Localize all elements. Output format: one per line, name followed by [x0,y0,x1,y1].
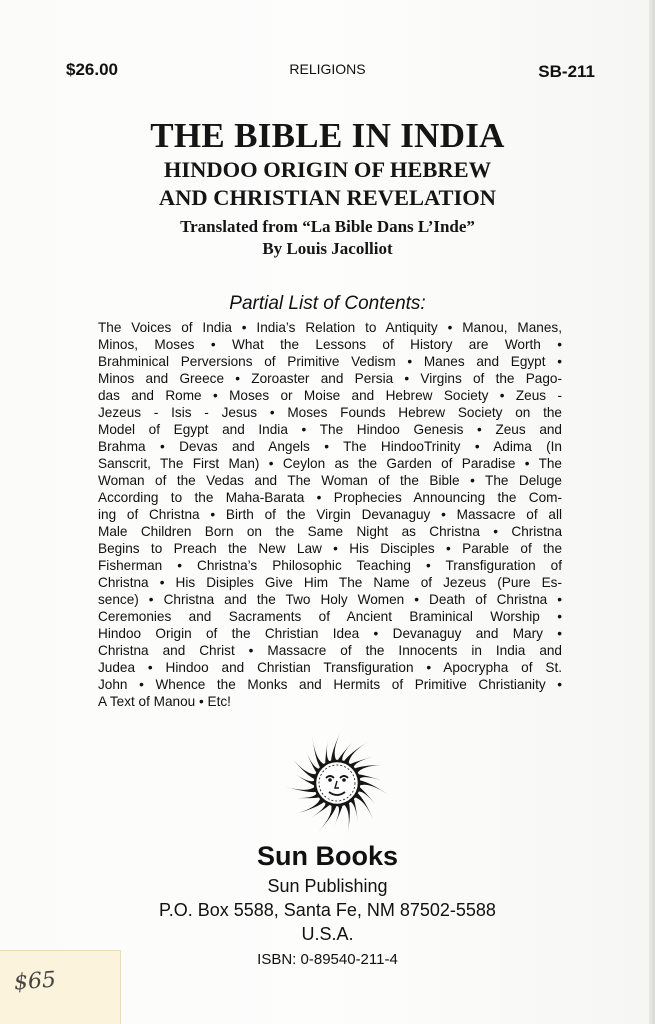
book-subtitle-line2: AND CHRISTIAN REVELATION [158,185,497,210]
cover-header [0,60,655,84]
contents-line: Minos, Moses • What the Lessons of History are Worth • [98,337,562,352]
author-line: By Louis Jacolliot [262,239,393,258]
contents-line: Male Children Born on the Same Night as Christna • Christna [98,524,562,539]
contents-line: ing of Christna • Birth of the Virgin Devanaguy • Massacre of all [98,507,562,522]
sun-ray [357,786,375,804]
contents-list [98,319,562,710]
contents-line: Minos and Greece • Zoroaster and Persia • Virgins of the Pago- [98,371,562,386]
sun-ray [343,802,349,834]
contents-line: According to the Maha-Barata • Prophecies Announcing the Com- [98,490,562,505]
sun-ray [331,731,341,762]
contents-line: Christna and Christ • Massacre of the Innocents in India and [98,643,562,658]
contents-line: Jezeus - Isis - Jesus • Moses Founds Hebrew Society on the [98,405,562,420]
contents-line: Christna • His Disiples Give Him The Name of Jezeus (Pure Es- [98,575,562,590]
publisher-imprint: Sun Publishing [267,876,388,896]
contents-line: Judea • Hindoo and Christian Transfiguration • Apocrypha of St. [98,660,562,675]
contents-line: Brahminical Perversions of Primitive Vedism • Manes and Egypt • [98,354,562,369]
contents-line: Begins to Preach the New Law • His Disciples • Parable of the [98,541,562,556]
sun-ray [319,804,337,831]
contents-line: Sanscrit, The First Man) • Ceylon as the Garden of Paradise • The [98,456,562,471]
contents-line: A Text of Manou • Etc! [98,694,231,709]
sun-face-icon [282,728,392,838]
contents-line: sence) • Christna and the Two Holy Women • Death of Christna • [98,592,562,607]
translation-note: Translated from “La Bible Dans L’Inde” [180,217,475,236]
publisher-name: Sun Books [256,841,398,871]
sun-ray [312,737,325,768]
sun-ray [343,742,368,765]
sun-ray [337,742,352,762]
contents-line: Model of Egypt and India • The Hindoo Genesis • Zeus and [98,422,562,437]
contents-heading: Partial List of Contents: [229,293,426,314]
contents-line: John • Whence the Monks and Hermits of Primitive Christianity • [98,677,562,692]
publisher-country: U.S.A. [301,924,354,944]
isbn-number: ISBN: 0-89540-211-4 [257,951,398,968]
contents-line: Ceremonies and Sacraments of Ancient Braminical Worship • [98,609,562,624]
contents-line: Hindoo Origin of the Christian Idea • Devanaguy and Mary • [98,626,562,641]
price-sticker [0,950,121,1024]
title-block [0,116,655,260]
catalog-code: SB-211 [538,62,595,81]
sun-ray [354,792,374,820]
publisher-address: P.O. Box 5588, Santa Fe, NM 87502-5588 [159,900,496,920]
sun-ray [325,740,330,764]
sun-ray [292,758,317,780]
sun-ray [357,774,381,780]
category-label: RELIGIONS [289,61,366,77]
book-subtitle-line1: HINDOO ORIGIN OF HEBREW [163,157,492,182]
contents-line: Woman of the Vedas and The Woman of the Bible • The Deluge [98,473,562,488]
contents-line: Fisherman • Christna’s Philosophic Teaching • Transfiguration of [98,558,562,573]
contents-line: das and Rome • Moses or Moise and Hebrew Society • Zeus - [98,388,562,403]
sun-ray [354,765,386,774]
price-label: $26.00 [66,60,118,79]
contents-line: Brahma • Devas and Angels • The HindooTrinity • Adima (In [98,439,562,454]
handwritten-price: $65 [13,967,57,996]
book-title: THE BIBLE IN INDIA [150,116,505,155]
contents-line: The Voices of India • India’s Relation to Antiquity • Manou, Manes, [98,320,562,335]
sun-ray [285,786,317,792]
